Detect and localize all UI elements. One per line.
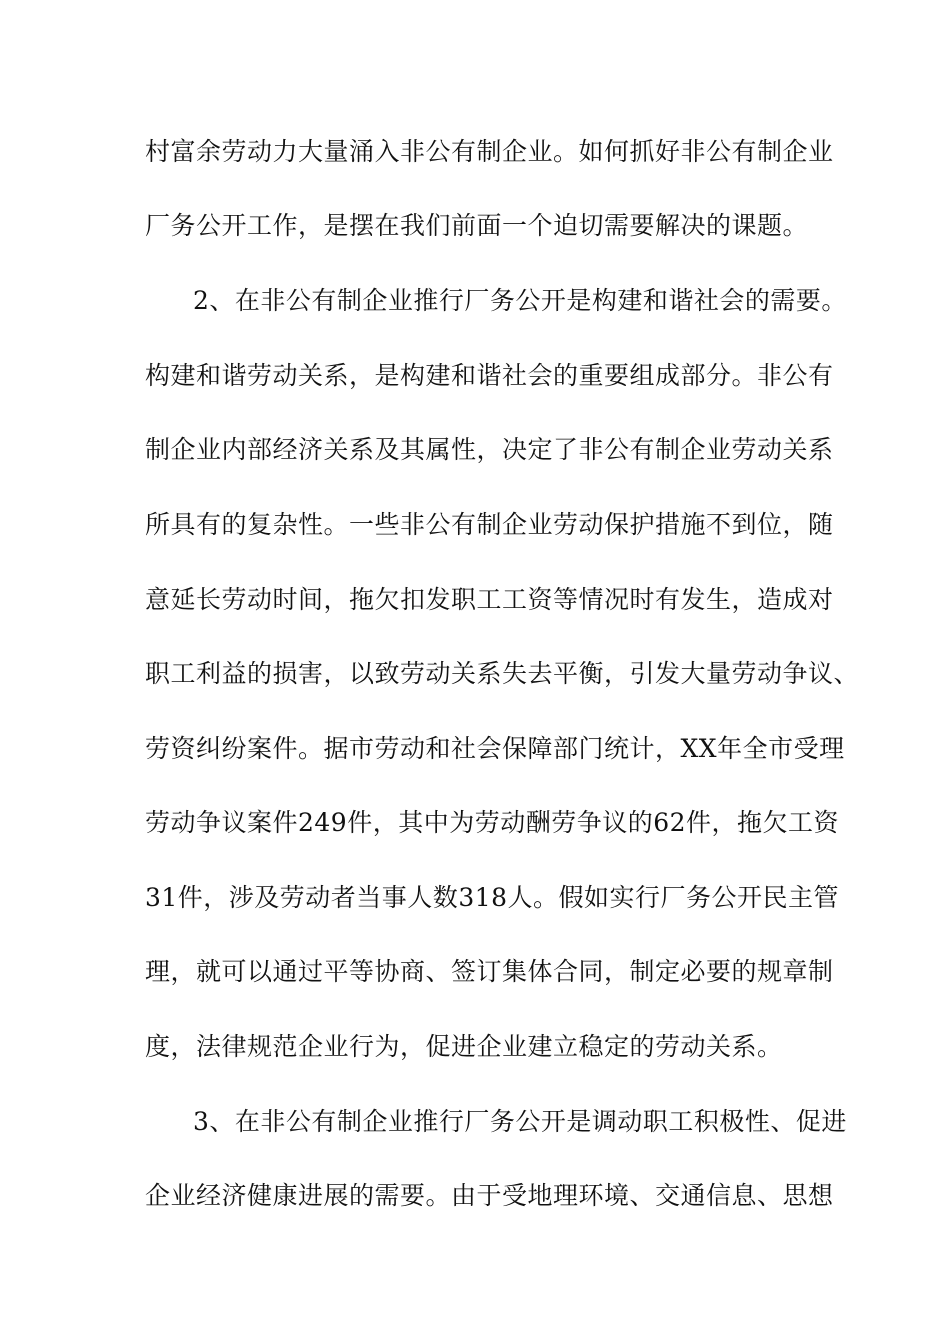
text-line: 劳动争议案件249件，其中为劳动酬劳争议的62件，拖欠工资 (145, 808, 840, 837)
text-line: 所具有的复杂性。一些非公有制企业劳动保护措施不到位，随 (145, 510, 834, 539)
text-line: 劳资纠纷案件。据市劳动和社会保障部门统计，XX年全市受理 (145, 734, 845, 763)
paragraph-heading: 2、在非公有制企业推行厂务公开是构建和谐社会的需要。 (193, 286, 847, 315)
text-line: 度，法律规范企业行为，促进企业建立稳定的劳动关系。 (145, 1032, 783, 1061)
paragraph-heading: 3、在非公有制企业推行厂务公开是调动职工积极性、促进 (193, 1107, 847, 1136)
text-line: 制企业内部经济关系及其属性，决定了非公有制企业劳动关系 (145, 435, 834, 464)
text-line: 理，就可以通过平等协商、签订集体合同，制定必要的规章制 (145, 957, 834, 986)
text-line: 企业经济健康进展的需要。由于受地理环境、交通信息、思想 (145, 1181, 834, 1210)
text-line: 职工利益的损害，以致劳动关系失去平衡，引发大量劳动争议、 (145, 659, 860, 688)
text-line: 厂务公开工作，是摆在我们前面一个迫切需要解决的课题。 (145, 211, 809, 240)
text-line: 意延长劳动时间，拖欠扣发职工工资等情况时有发生，造成对 (145, 585, 834, 614)
text-line: 村富余劳动力大量涌入非公有制企业。如何抓好非公有制企业 (145, 137, 834, 166)
text-line: 31件，涉及劳动者当事人数318人。假如实行厂务公开民主管 (145, 883, 840, 912)
text-line: 构建和谐劳动关系，是构建和谐社会的重要组成部分。非公有 (145, 361, 834, 390)
